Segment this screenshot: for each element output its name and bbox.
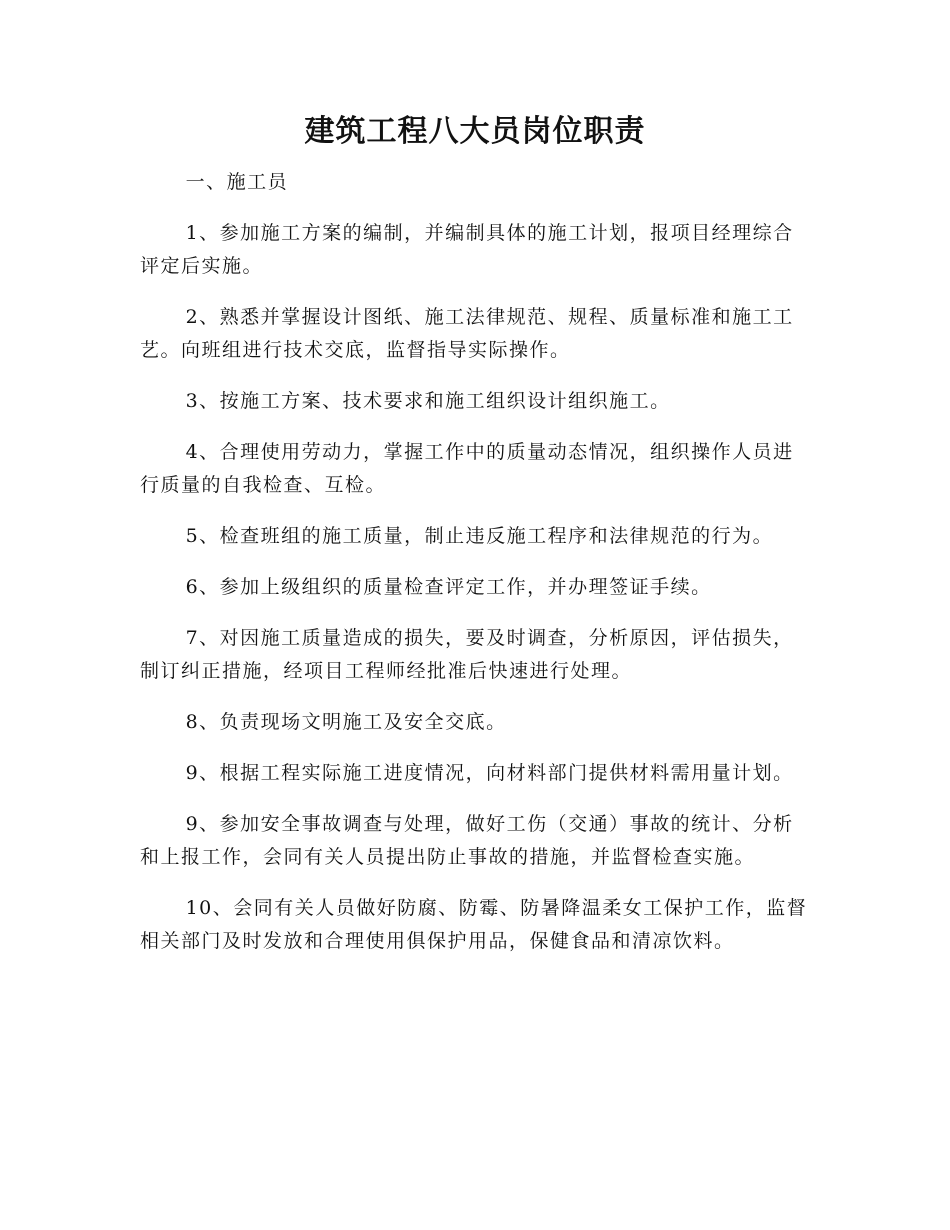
duty-item: 4、合理使用劳动力，掌握工作中的质量动态情况，组织操作人员进行质量的自我检查、互检。 (140, 441, 794, 496)
duty-item: 2、熟悉并掌握设计图纸、施工法律规范、规程、质量标准和施工工艺。向班组进行技术交底，监督指导实际操作。 (140, 306, 794, 361)
duty-item: 1、参加施工方案的编制，并编制具体的施工计划，报项目经理综合评定后实施。 (140, 222, 794, 277)
duty-item: 9、参加安全事故调查与处理，做好工伤（交通）事故的统计、分析和上报工作，会同有关人员提出防止事故的措施，并监督检查实施。 (140, 813, 794, 868)
duty-item: 3、按施工方案、技术要求和施工组织设计组织施工。 (185, 390, 671, 412)
duty-item: 9、根据工程实际施工进度情况，向材料部门提供材料需用量计划。 (185, 762, 794, 784)
section-heading: 一、施工员 (185, 171, 289, 193)
duty-item: 10、会同有关人员做好防腐、防霉、防暑降温柔女工保护工作，监督相关部门及时发放和合理使用俱保护用品，保健食品和清凉饮料。 (140, 897, 808, 952)
duty-item: 5、检查班组的施工质量，制止违反施工程序和法律规范的行为。 (185, 525, 774, 547)
duty-item: 8、负责现场文明施工及安全交底。 (185, 711, 507, 733)
duty-item: 7、对因施工质量造成的损失，要及时调查，分析原因，评估损失，制订纠正措施，经项目工程师经批准后快速进行处理。 (140, 627, 794, 682)
duty-item: 6、参加上级组织的质量检查评定工作，并办理签证手续。 (185, 576, 712, 598)
document-body (140, 166, 810, 976)
document-title: 建筑工程八大员岗位职责 (304, 114, 646, 149)
